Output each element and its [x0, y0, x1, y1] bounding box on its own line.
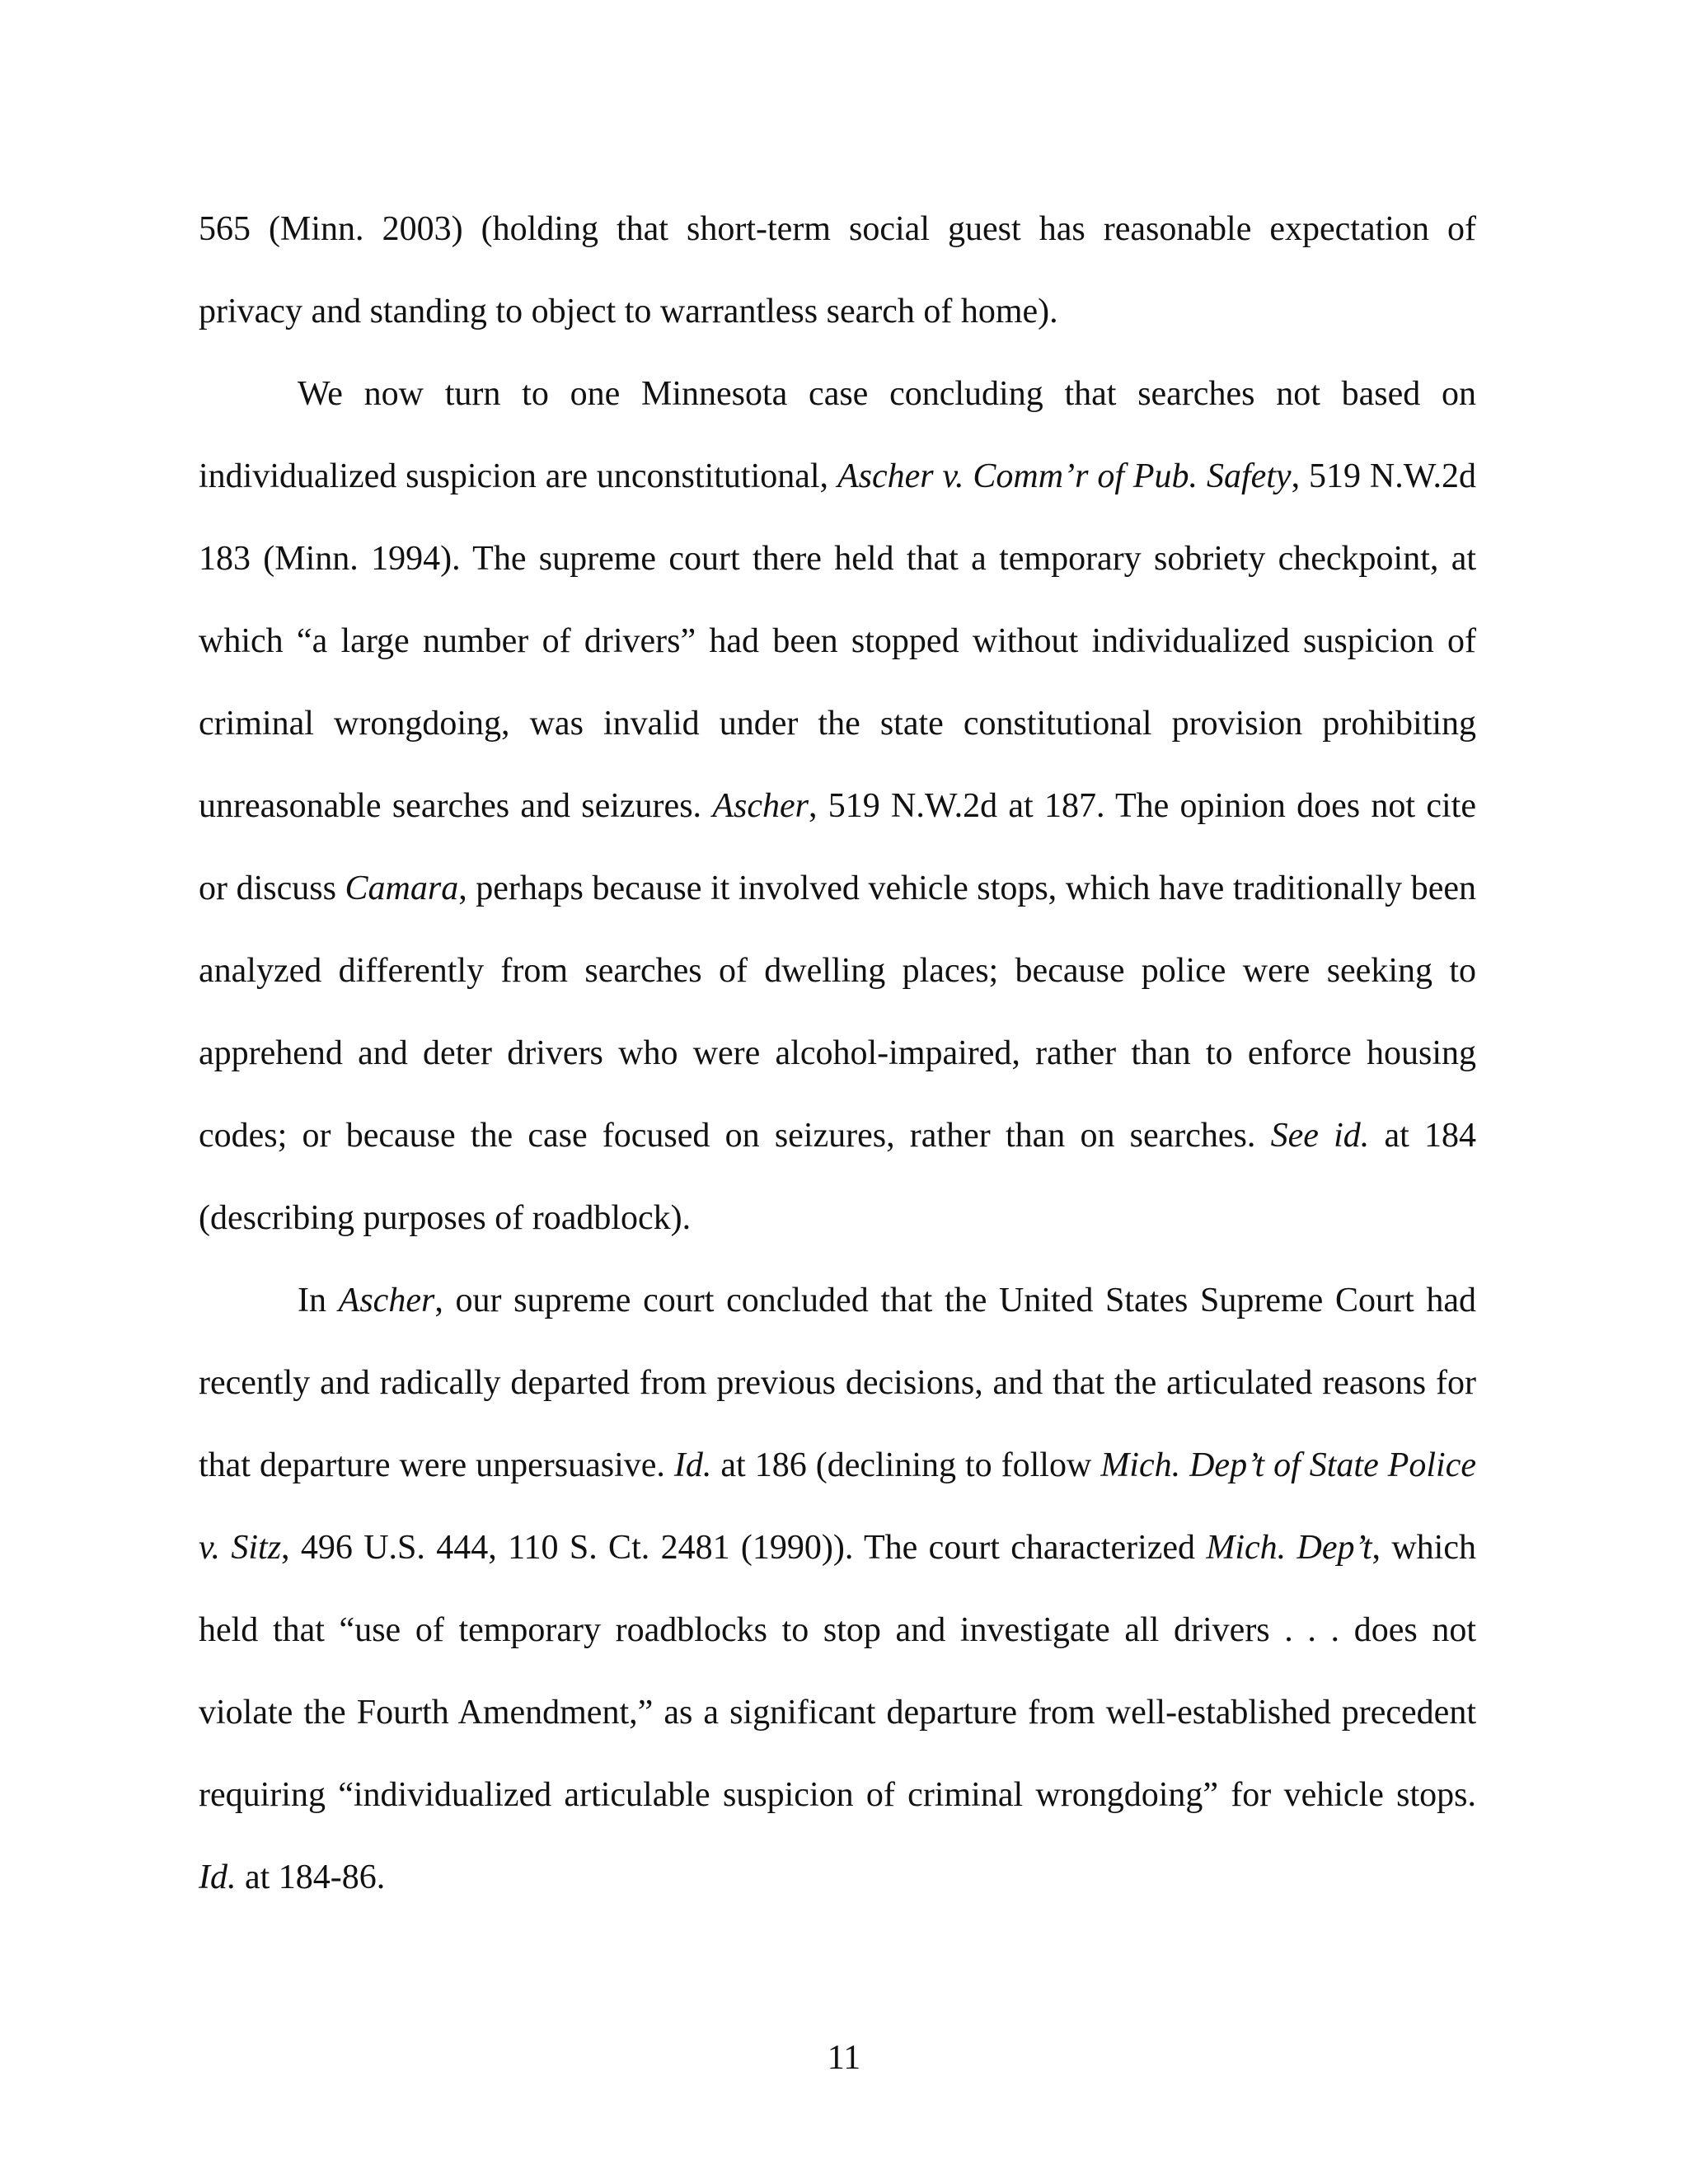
text-run: , 496 U.S. 444, 110 S. Ct. 2481 (1990)). The court characterized: [281, 1529, 1207, 1567]
paragraph-2: [199, 353, 1476, 1259]
text-run: , our supreme court concluded that the United States Supreme Court had recently and radically departed from previous decisions, and that the articulated reasons for that departure were unpersuasive.: [199, 1282, 1476, 1484]
text-run: , perhaps because it involved vehicle stops, which have traditionally been analyzed differently from searches of dwelling places; because police were seeking to apprehend and deter drivers who were alcohol-impaired, rather than to enforce housing codes; or because the case focused on seizures, rather than on searches.: [199, 869, 1476, 1155]
case-citation-italic: Ascher: [712, 787, 809, 825]
text-run: at 184-86.: [236, 1858, 386, 1896]
text-run: , which held that “use of temporary roadblocks to stop and investigate all drivers . . . does not violate the Fourth Amendment,” as a significant departure from well-established precedent requiring “individualized articulable suspicion of criminal wrongdoing” for vehicle stops.: [199, 1529, 1476, 1814]
signal-italic: Id.: [673, 1446, 712, 1484]
text-run: , 519 N.W.2d 183 (Minn. 1994). The supreme court there held that a temporary sobriety checkpoint, at which “a large number of drivers” had been stopped without individualized suspicion of criminal wrongdoing, was invalid under the state constitutional provision prohibiting unreasonable searches and seizures.: [199, 457, 1476, 825]
text-run: at 186 (declining to follow: [711, 1446, 1101, 1484]
text-run: In: [298, 1282, 339, 1319]
text-run: We now turn to one Minnesota case concluding that searches not based on individualized suspicion are unconstitutional,: [199, 375, 1476, 495]
body-text: [199, 188, 1476, 1919]
text-run: , 519 N.W.2d at 187. The opinion does not cite or discuss: [199, 787, 1476, 907]
case-citation-italic: Ascher: [338, 1282, 435, 1319]
text-run: 565 (Minn. 2003) (holding that short-term social guest has reasonable expectation of privacy and standing to object to warrantless search of home).: [199, 210, 1476, 330]
text-run: at 184 (describing purposes of roadblock).: [199, 1117, 1477, 1237]
paragraph-1: [199, 188, 1476, 353]
signal-italic: Id.: [199, 1858, 237, 1896]
paragraph-3: [199, 1259, 1476, 1919]
page-number: 11: [827, 2039, 861, 2077]
case-citation-italic: Camara: [345, 869, 459, 907]
case-citation-italic: Ascher v. Comm’r of Pub. Safety: [837, 457, 1292, 495]
signal-italic: See id.: [1270, 1117, 1370, 1155]
case-citation-italic: Mich. Dep’t: [1206, 1529, 1372, 1567]
case-citation-italic: Mich. Dep’t of State Police v. Sitz: [199, 1446, 1476, 1567]
